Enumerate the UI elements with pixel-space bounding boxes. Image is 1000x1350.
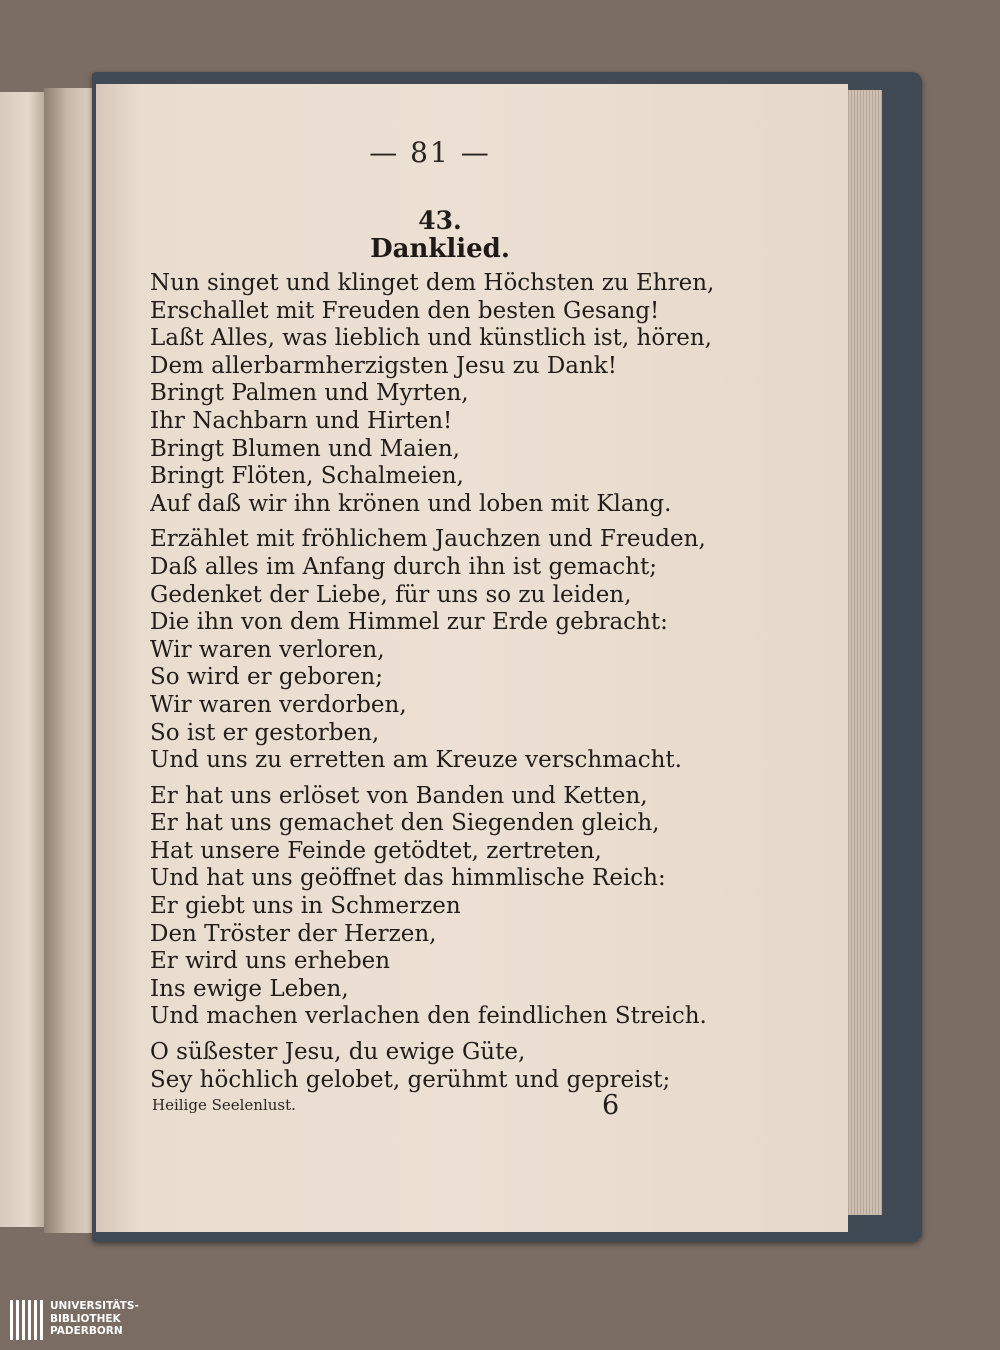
verse-line: Er wird uns erheben	[150, 948, 391, 975]
verse-line: Gedenket der Liebe, für uns so zu leiden,	[150, 581, 632, 608]
verse-line: Daß alles im Anfang durch ihn ist gemacht;	[150, 553, 658, 580]
verse-line: Bringt Flöten, Schalmeien,	[150, 463, 464, 490]
verse-line: Auf daß wir ihn krönen und loben mit Klang.	[150, 490, 672, 517]
library-logo-bar	[0, 1285, 1000, 1350]
verse-line: Wir waren verloren,	[150, 636, 385, 663]
verse-line: Den Tröster der Herzen,	[150, 920, 437, 947]
signature-mark: Heilige Seelenlust.	[152, 1096, 296, 1114]
stanza-2	[150, 526, 740, 774]
library-logo-icon	[8, 1300, 44, 1340]
hymn-title: Danklied.	[370, 234, 510, 264]
verse-line: Er giebt uns in Schmerzen	[150, 893, 461, 920]
verse-line: Er hat uns erlöset von Banden und Ketten,	[150, 782, 648, 809]
hymn-number: 43.	[418, 206, 462, 235]
stanza-1	[150, 270, 740, 518]
verse-line: O süßester Jesu, du ewige Güte,	[150, 1039, 526, 1066]
verse-line: Hat unsere Feinde getödtet, zertreten,	[150, 837, 602, 864]
verse-line: Die ihn von dem Himmel zur Erde gebracht:	[150, 609, 668, 636]
logo-line: UNIVERSITÄTS-	[50, 1300, 139, 1312]
verse-line: Er hat uns gemachet den Siegenden gleich,	[150, 810, 660, 837]
verse-line: Nun singet und klinget dem Höchsten zu Ehren,	[150, 270, 715, 296]
verse-line: Ins ewige Leben,	[150, 975, 349, 1002]
stanza-4	[150, 1039, 740, 1094]
verse-line: Und hat uns geöffnet das himmlische Reich:	[150, 865, 666, 892]
verse-line: So wird er geboren;	[150, 664, 383, 691]
verse-line: Sey höchlich gelobet, gerühmt und gepreist;	[150, 1066, 671, 1093]
verse-line: Bringt Blumen und Maien,	[150, 435, 460, 462]
verse-line: Dem allerbarmherzigsten Jesu zu Dank!	[150, 352, 617, 379]
hymn-text	[150, 270, 740, 1102]
verse-line: Erschallet mit Freuden den besten Gesang!	[150, 297, 660, 324]
stanza-3	[150, 783, 740, 1031]
verse-line: Bringt Palmen und Myrten,	[150, 380, 469, 407]
logo-line: PADERBORN	[50, 1325, 123, 1337]
logo-line: BIBLIOTHEK	[50, 1312, 121, 1325]
verse-line: So ist er gestorben,	[150, 719, 380, 746]
verse-line: Ihr Nachbarn und Hirten!	[150, 407, 453, 434]
page-number: — 81 —	[369, 136, 491, 169]
library-logo-text	[50, 1300, 139, 1338]
verse-line: Erzählet mit fröhlichem Jauchzen und Freuden,	[150, 526, 706, 553]
verse-line: Und uns zu erretten am Kreuze verschmacht.	[150, 747, 682, 774]
verse-line: Wir waren verdorben,	[150, 691, 407, 718]
verse-line: Laßt Alles, was lieblich und künstlich ist, hören,	[150, 325, 712, 352]
verse-line: Und machen verlachen den feindlichen Streich.	[150, 1003, 707, 1030]
sheet-number: 6	[602, 1090, 620, 1121]
left-page-edge	[0, 92, 46, 1227]
